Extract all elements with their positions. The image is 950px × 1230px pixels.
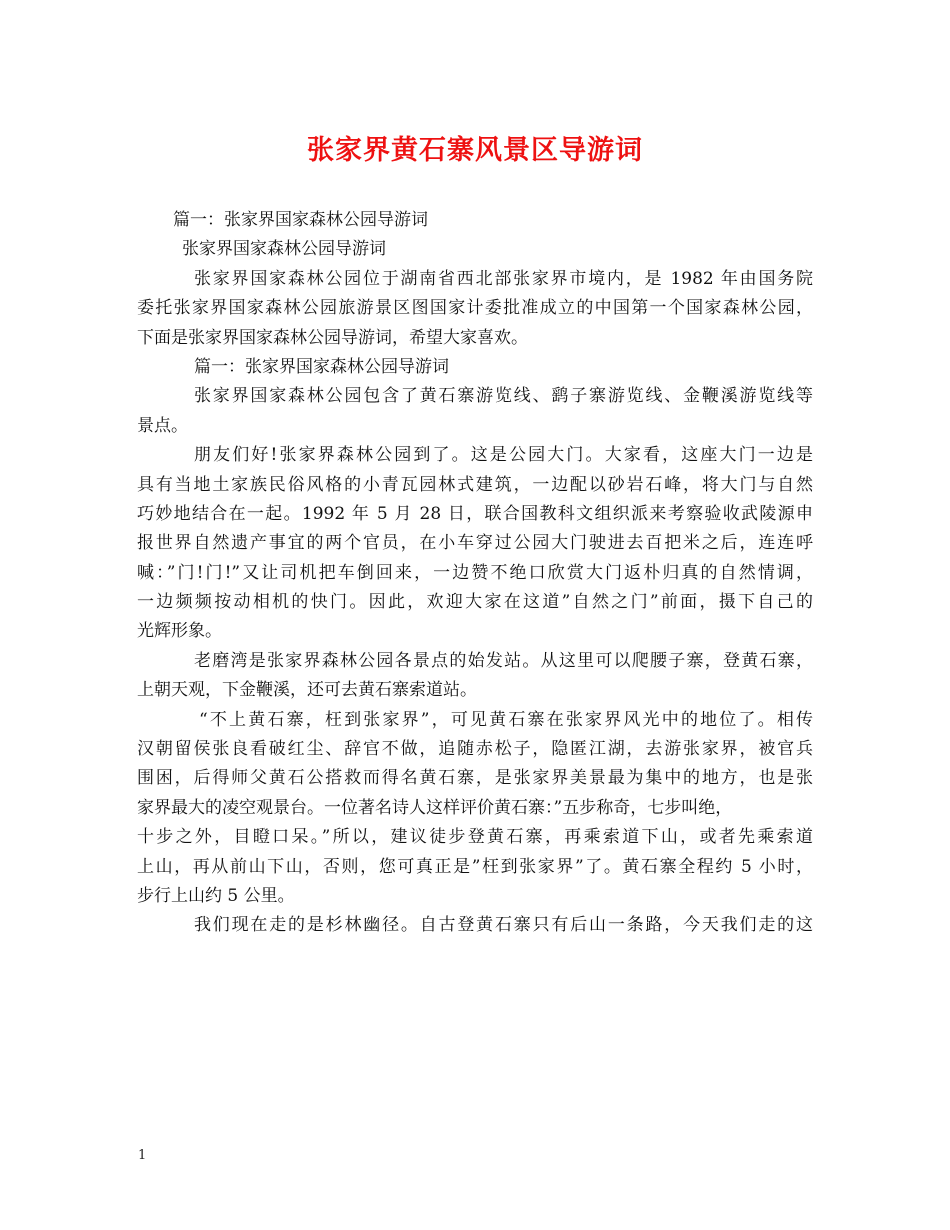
paragraph-line: 喊：”门!门!”又让司机把车倒回来，一边赞不绝口欣赏大门返朴归真的自然情调， [137,562,813,583]
paragraph-line: 巧妙地结合在一起。1992 年 5 月 28 日，联合国教科文组织派来考察验收武陵源申 [137,503,813,524]
paragraph-line: 张家界国家森林公园包含了黄石寨游览线、鹞子寨游览线、金鞭溪游览线等 [194,386,813,407]
paragraph-line: 步行上山约 5 公里。 [137,885,295,906]
paragraph-line: “不上黄石寨，枉到张家界”，可见黄石寨在张家界风光中的地位了。相传 [199,709,813,730]
paragraph-line: 张家界国家森林公园位于湖南省西北部张家界市境内，是 1982 年由国务院 [194,268,813,289]
paragraph-line: 汉朝留侯张良看破红尘、辞官不做，追随赤松子，隐匿江湖，去游张家界，被官兵 [137,739,813,760]
page-number: 1 [138,1148,147,1163]
paragraph-line: 报世界自然遗产事宜的两个官员，在小车穿过公园大门驶进去百把米之后，连连呼 [137,533,813,554]
paragraph-line: 围困，后得师父黄石公搭救而得名黄石寨，是张家界美景最为集中的地方，也是张 [137,768,813,789]
document-body [137,206,813,941]
paragraph-line: 光辉形象。 [137,621,222,642]
paragraph-line: 具有当地土家族民俗风格的小青瓦园林式建筑，一边配以砂岩石峰，将大门与自然 [137,474,813,495]
paragraph-line: 上山，再从前山下山，否则，您可真正是”枉到张家界”了。黄石寨全程约 5 小时， [137,856,813,877]
paragraph-line: 老磨湾是张家界森林公园各景点的始发站。从这里可以爬腰子寨，登黄石寨， [194,650,813,671]
paragraph-line: 下面是张家界国家森林公园导游词，希望大家喜欢。 [137,327,528,348]
section-heading: 篇一：张家界国家森林公园导游词 [173,210,428,230]
section-heading: 篇一：张家界国家森林公园导游词 [194,356,449,377]
paragraph-line: 委托张家界国家森林公园旅游景区图国家计委批准成立的中国第一个国家森林公园， [137,298,813,319]
document-title: 张家界黄石寨风景区导游词 [307,135,643,166]
paragraph-line: 家界最大的凌空观景台。一位著名诗人这样评价黄石寨：”五步称奇，七步叫绝， [137,797,733,818]
paragraph-line: 十步之外，目瞪口呆。”所以，建议徒步登黄石寨，再乘索道下山，或者先乘索道 [137,827,813,848]
paragraph-line: 我们现在走的是杉林幽径。自古登黄石寨只有后山一条路，今天我们走的这 [194,915,813,936]
subheading: 张家界国家森林公园导游词 [182,239,386,260]
paragraph-line: 景点。 [137,415,188,436]
paragraph-line: 上朝天观，下金鞭溪，还可去黄石寨索道站。 [137,680,477,701]
paragraph-line: 一边频频按动相机的快门。因此，欢迎大家在这道”自然之门”前面，摄下自己的 [137,592,813,613]
paragraph-line: 朋友们好!张家界森林公园到了。这是公园大门。大家看，这座大门一边是 [194,445,813,466]
